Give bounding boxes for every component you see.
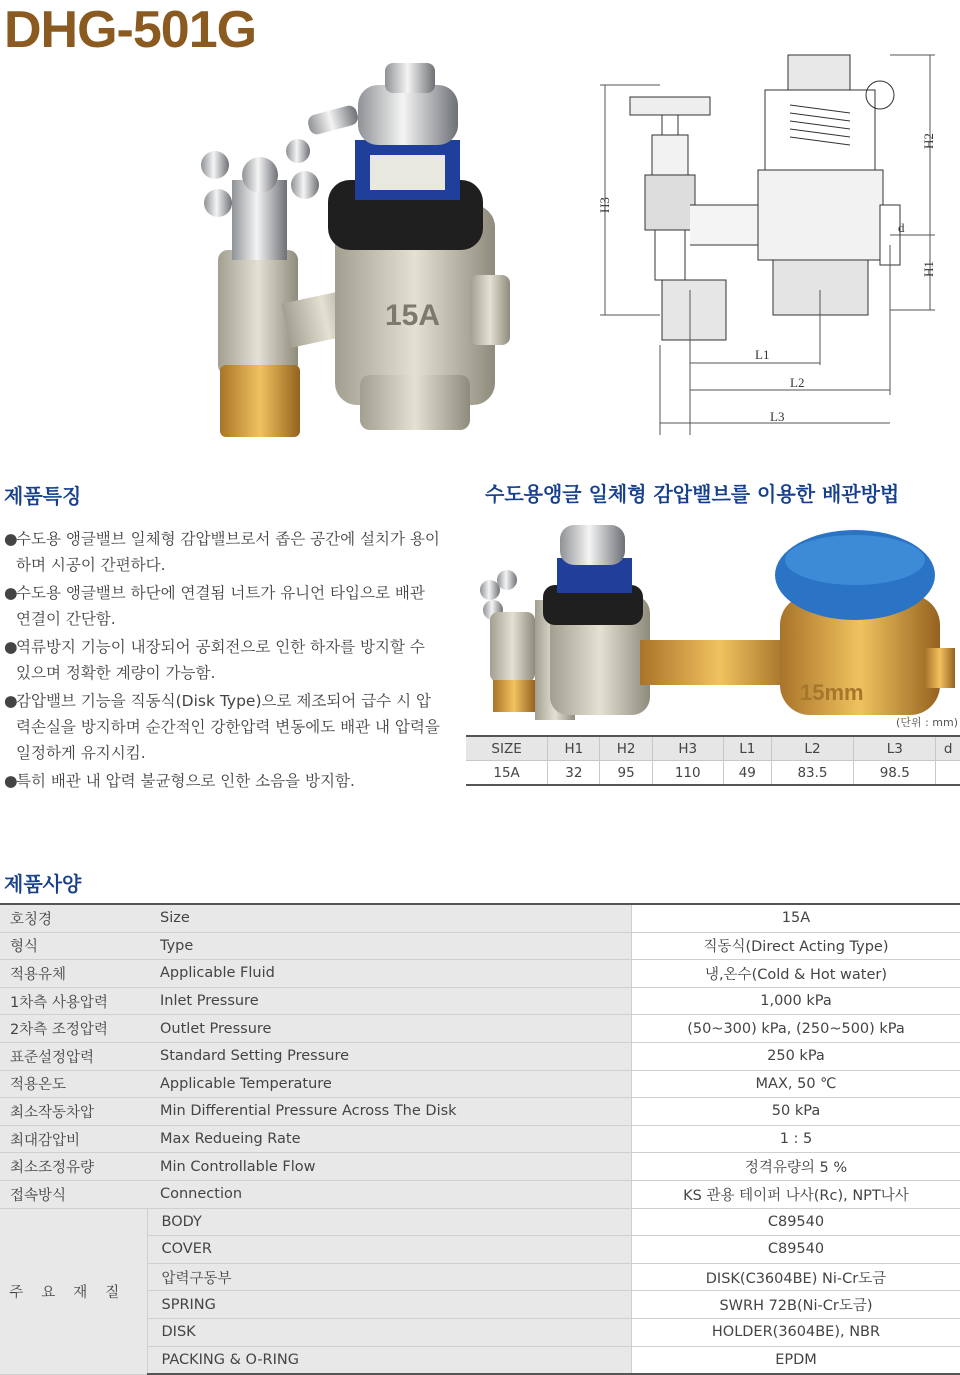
spec-label-ko: 최소조정유량	[10, 1160, 95, 1177]
features-list	[4, 526, 444, 796]
spec-label-en: Applicable Temperature	[147, 1070, 631, 1098]
spec-value: 250 kPa	[631, 1042, 960, 1070]
material-part: COVER	[147, 1236, 631, 1264]
spec-label-ko: 1차측 사용압력	[10, 994, 108, 1011]
feature-item: ● 수도용 앵글밸브 일체형 감압밸브로서 좁은 공간에 설치가 용이하며 시공이 간편하다.	[4, 530, 440, 574]
spec-table	[0, 903, 960, 1375]
spec-value: 정격유량의 5 %	[631, 1153, 960, 1181]
table-row	[0, 1125, 960, 1153]
material-part: PACKING & O-RING	[147, 1346, 631, 1374]
material-value: C89540	[631, 1236, 960, 1264]
h3-label: H3	[597, 197, 612, 213]
spec-label-ko: 접속방식	[10, 1187, 67, 1204]
svg-text:15A: 15A	[385, 299, 441, 332]
spec-label-en: Connection	[147, 1180, 631, 1208]
feature-item: ● 특히 배관 내 압력 불균형으로 인한 소음을 방지함.	[4, 772, 355, 790]
spec-label-ko: 적용온도	[10, 1077, 67, 1094]
piping-photo	[465, 520, 960, 720]
feature-item: ● 감압밸브 기능을 직동식(Disk Type)으로 제조되어 급수 시 압력손실을 방지하며 순간적인 강한압력 변동에도 배관 내 압력을 일정하게 유지시킴.	[4, 692, 440, 762]
table-row	[0, 1153, 960, 1181]
material-value: HOLDER(3604BE), NBR	[631, 1318, 960, 1346]
l3-label: L3	[770, 409, 785, 424]
l1-label: L1	[755, 347, 770, 362]
spec-value: MAX, 50 ℃	[631, 1070, 960, 1098]
spec-value: KS 관용 테이퍼 나사(Rc), NPT나사	[631, 1180, 960, 1208]
h2-label: H2	[921, 133, 936, 149]
spec-value: 1,000 kPa	[631, 987, 960, 1015]
material-part: 압력구동부	[147, 1263, 631, 1291]
spec-label-ko: 표준설정압력	[10, 1049, 95, 1066]
material-value: DISK(C3604BE) Ni-Cr도금	[631, 1263, 960, 1291]
spec-value: (50~300) kPa, (250~500) kPa	[631, 1015, 960, 1043]
material-label: 주요재질	[0, 1208, 147, 1374]
material-value: C89540	[631, 1208, 960, 1236]
l2-label: L2	[790, 375, 805, 390]
unit-label: (단위 : mm)	[896, 716, 958, 729]
spec-label-en: Max Redueing Rate	[147, 1125, 631, 1153]
material-value: SWRH 72B(Ni-Cr도금)	[631, 1291, 960, 1319]
piping-heading: 수도용앵글 일체형 감압밸브를 이용한 배관방법	[485, 482, 900, 506]
spec-label-en: Outlet Pressure	[147, 1015, 631, 1043]
material-part: BODY	[147, 1208, 631, 1236]
spec-value: 1 : 5	[631, 1125, 960, 1153]
feature-item: ● 수도용 앵글밸브 하단에 연결됨 너트가 유니언 타입으로 배관 연결이 간단함.	[4, 584, 425, 628]
spec-value: 15A	[631, 904, 960, 932]
spec-label-ko: 2차측 조정압력	[10, 1022, 108, 1039]
spec-value: 직동식(Direct Acting Type)	[631, 932, 960, 960]
spec-label-ko: 형식	[10, 939, 39, 956]
table-row	[0, 960, 960, 988]
size-table-header: SIZE H1 H2 H3 L1 L2 L3 d	[466, 736, 960, 761]
table-row	[0, 1070, 960, 1098]
dimension-drawing	[590, 45, 960, 435]
table-row	[0, 1180, 960, 1208]
spec-label-en: Min Differential Pressure Across The Disk	[147, 1098, 631, 1126]
spec-label-ko: 최소작동차압	[10, 1104, 95, 1121]
table-row	[0, 1098, 960, 1126]
d-label: d	[898, 220, 905, 235]
table-row	[0, 987, 960, 1015]
product-photo	[180, 55, 530, 440]
specs-heading: 제품사양	[4, 872, 82, 896]
spec-label-en: Size	[147, 904, 631, 932]
h1-label: H1	[921, 261, 936, 277]
spec-value: 50 kPa	[631, 1098, 960, 1126]
spec-label-en: Min Controllable Flow	[147, 1153, 631, 1181]
table-row	[0, 1042, 960, 1070]
product-title: DHG-501G	[4, 1, 257, 59]
table-row	[0, 904, 960, 932]
material-value: EPDM	[631, 1346, 960, 1374]
size-table	[466, 735, 960, 786]
spec-label-en: Standard Setting Pressure	[147, 1042, 631, 1070]
material-part: SPRING	[147, 1291, 631, 1319]
spec-label-ko: 호칭경	[10, 911, 53, 928]
table-row	[0, 1208, 960, 1236]
features-heading: 제품특징	[4, 484, 82, 508]
table-row	[0, 932, 960, 960]
spec-label-ko: 최대감압비	[10, 1132, 81, 1149]
feature-item: ● 역류방지 기능이 내장되어 공회전으로 인한 하자를 방지할 수 있으며 정확한 계량이 가능함.	[4, 638, 425, 682]
spec-label-en: Applicable Fluid	[147, 960, 631, 988]
table-row: 15A 32 95 110 49 83.5 98.5	[466, 761, 960, 786]
spec-label-en: Inlet Pressure	[147, 987, 631, 1015]
spec-value: 냉,온수(Cold & Hot water)	[631, 960, 960, 988]
meter-label: 15mm	[800, 680, 864, 705]
spec-label-en: Type	[147, 932, 631, 960]
spec-label-ko: 적용유체	[10, 966, 67, 983]
table-row	[0, 1015, 960, 1043]
material-part: DISK	[147, 1318, 631, 1346]
